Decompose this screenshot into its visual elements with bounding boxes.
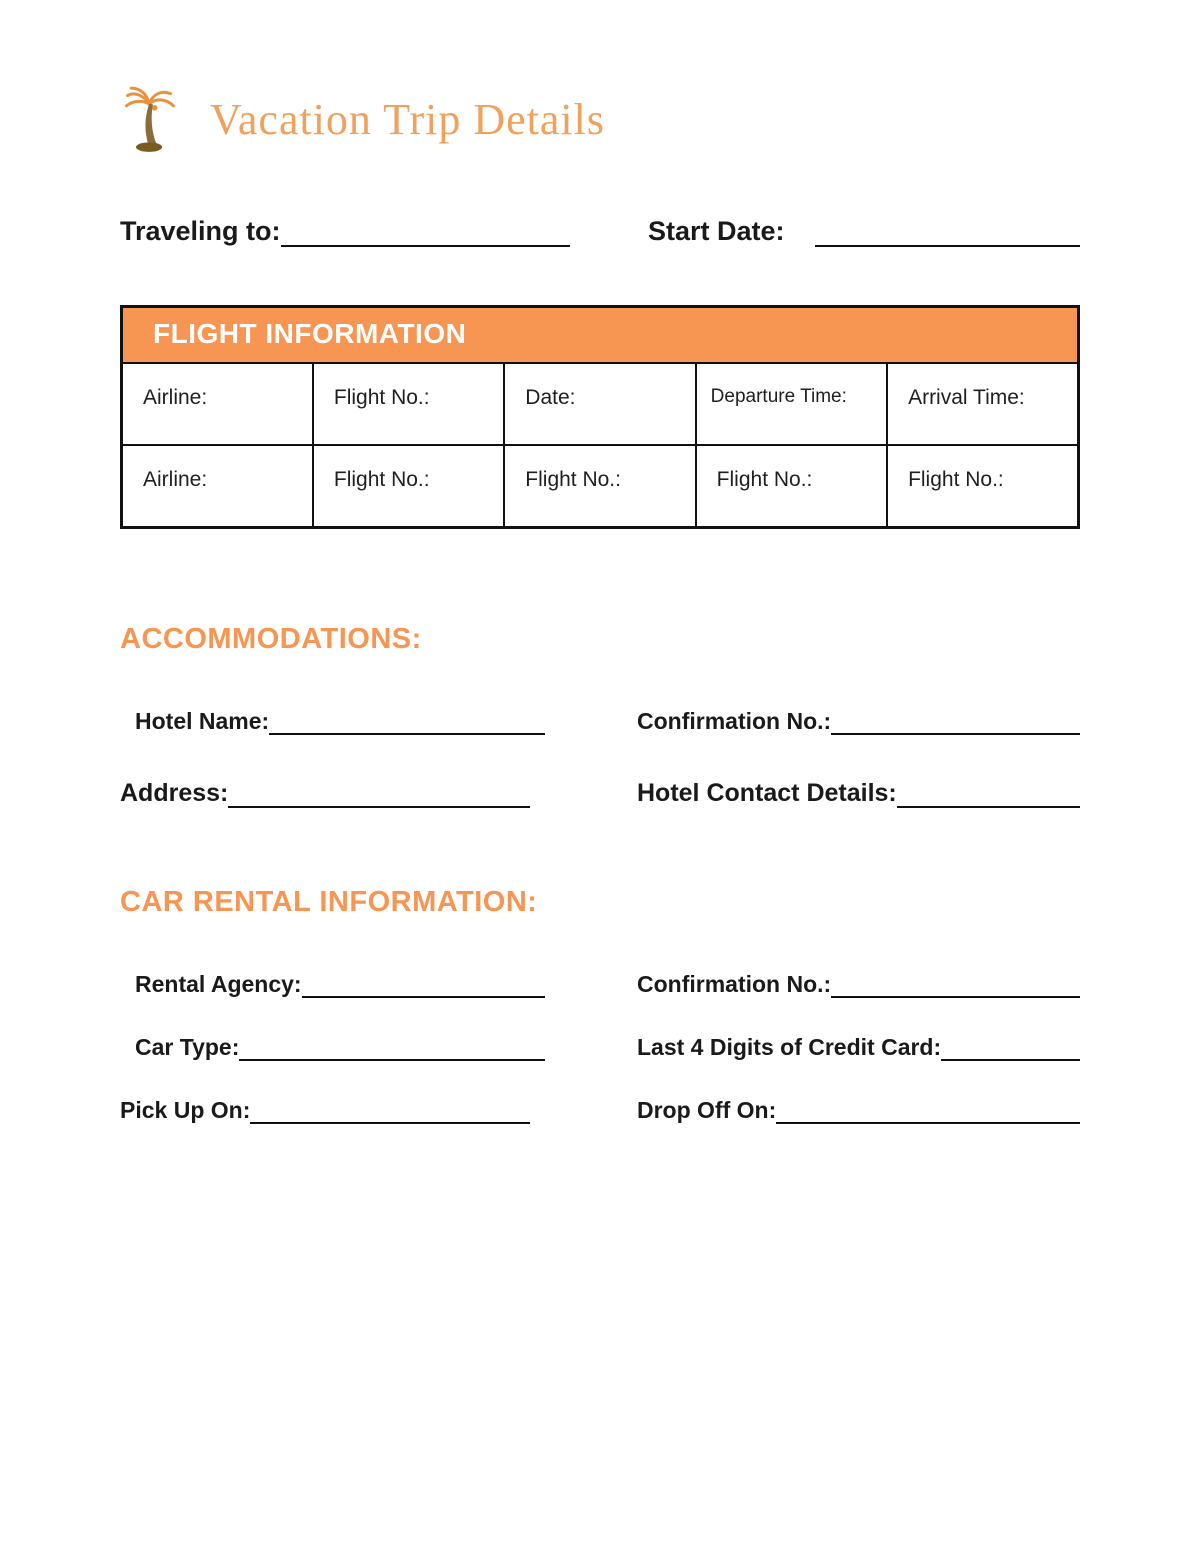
traveling-to-field [120, 216, 570, 247]
header [120, 0, 1080, 154]
hotel-name-label: Hotel Name: [135, 708, 270, 734]
accommodations-row-2 [120, 779, 1080, 808]
hotel-confirmation-field [637, 708, 1080, 735]
hotel-confirmation-blank[interactable] [831, 715, 1080, 735]
rental-agency-field [135, 971, 545, 998]
start-date-field [648, 216, 1080, 247]
car-rental-row-3 [120, 1097, 1080, 1124]
pick-up-label: Pick Up On: [120, 1097, 251, 1123]
car-type-blank[interactable] [239, 1041, 545, 1061]
traveling-to-blank[interactable] [281, 227, 570, 247]
flight-table-row-2 [122, 445, 1079, 528]
hotel-name-field [135, 708, 545, 735]
flight-table-header: FLIGHT INFORMATION [122, 307, 1079, 364]
credit-card-field [637, 1034, 1080, 1061]
page-title: Vacation Trip Details [210, 94, 605, 144]
credit-card-blank[interactable] [941, 1041, 1080, 1061]
car-rental-row-2 [120, 1034, 1080, 1061]
address-label: Address: [120, 779, 229, 807]
drop-off-field [637, 1097, 1080, 1124]
pick-up-field [120, 1097, 530, 1124]
rental-confirmation-label: Confirmation No.: [637, 971, 832, 997]
address-field [120, 779, 530, 808]
hotel-confirmation-label: Confirmation No.: [637, 708, 832, 734]
car-rental-heading: CAR RENTAL INFORMATION: [120, 886, 538, 918]
traveling-to-label: Traveling to: [120, 216, 281, 246]
flight-no-cell[interactable]: Flight No.: [313, 363, 504, 445]
pick-up-blank[interactable] [250, 1104, 530, 1124]
hotel-name-blank[interactable] [269, 715, 545, 735]
rental-confirmation-field [637, 971, 1080, 998]
car-type-field [135, 1034, 545, 1061]
hotel-contact-field [637, 779, 1080, 808]
flight-no-cell[interactable]: Flight No.: [887, 445, 1078, 528]
accommodations-row-1 [120, 708, 1080, 735]
hotel-contact-label: Hotel Contact Details: [637, 779, 897, 807]
address-blank[interactable] [228, 788, 530, 808]
credit-card-label: Last 4 Digits of Credit Card: [637, 1034, 942, 1060]
flight-no-cell[interactable]: Flight No.: [313, 445, 504, 528]
rental-confirmation-blank[interactable] [831, 978, 1080, 998]
rental-agency-label: Rental Agency: [135, 971, 302, 997]
arrival-time-cell[interactable]: Arrival Time: [887, 363, 1078, 445]
flight-table-row-1 [122, 363, 1079, 445]
flight-information-table [120, 305, 1080, 529]
drop-off-blank[interactable] [776, 1104, 1080, 1124]
car-rental-row-1 [120, 971, 1080, 998]
car-type-label: Car Type: [135, 1034, 240, 1060]
accommodations-heading: ACCOMMODATIONS: [120, 623, 422, 655]
flight-no-cell[interactable]: Flight No.: [504, 445, 695, 528]
airline-cell[interactable]: Airline: [122, 363, 313, 445]
flight-no-cell[interactable]: Flight No.: [696, 445, 887, 528]
airline-cell[interactable]: Airline: [122, 445, 313, 528]
start-date-label: Start Date: [648, 216, 785, 246]
flight-table-header-row [122, 307, 1079, 364]
departure-time-cell[interactable]: Departure Time: [696, 363, 887, 445]
hotel-contact-blank[interactable] [897, 788, 1080, 808]
date-cell[interactable]: Date: [504, 363, 695, 445]
drop-off-label: Drop Off On: [637, 1097, 777, 1123]
travel-row [120, 216, 1080, 247]
start-date-blank[interactable] [815, 227, 1080, 247]
palm-tree-icon [120, 84, 180, 154]
rental-agency-blank[interactable] [302, 978, 545, 998]
